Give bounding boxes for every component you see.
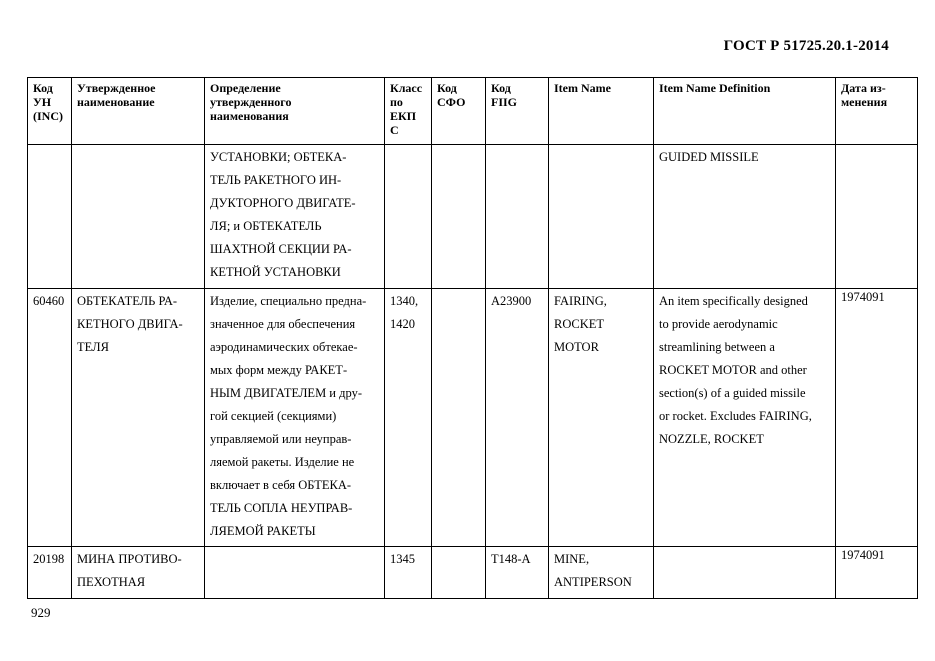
cell-line: утвержденного <box>210 95 292 109</box>
col-header-definition <box>205 78 385 145</box>
cell-ekps-class <box>385 289 432 547</box>
cell-line: ДУКТОРНОГО ДВИГАТЕ- <box>210 196 356 210</box>
cell-line: управляемой или неуправ- <box>210 432 352 446</box>
cell-line: по <box>390 95 403 109</box>
cell-line: значенное для обеспечения <box>210 317 356 331</box>
cell-line: аэродинамических обтекае- <box>210 340 358 354</box>
cell-line: Item Name <box>554 81 611 95</box>
cell-line: Код <box>491 81 511 95</box>
table-row <box>28 289 918 547</box>
cell-line: Код <box>437 81 457 95</box>
cell-line: MINE, <box>554 552 590 566</box>
cell-inc <box>28 289 72 547</box>
cell-item-name-definition <box>654 547 836 599</box>
cell-item-name-definition <box>654 289 836 547</box>
cell-line: ROCKET <box>554 317 604 331</box>
cell-sfo-code <box>432 145 486 289</box>
cell-line: включает в себя ОБТЕКА- <box>210 478 352 492</box>
table-row <box>28 145 918 289</box>
cell-line: Item Name Definition <box>659 81 771 95</box>
cell-line: ANTIPERSON <box>554 575 632 589</box>
cell-line: 60460 <box>33 294 65 308</box>
cell-inc <box>28 145 72 289</box>
cell-change-date <box>836 289 918 547</box>
cell-line: GUIDED MISSILE <box>659 150 759 164</box>
cell-item-name <box>549 145 654 289</box>
cell-approved-name <box>72 289 205 547</box>
cell-line: streamlining between a <box>659 340 775 354</box>
cell-line: A23900 <box>491 294 532 308</box>
col-header-fiig-code <box>486 78 549 145</box>
cell-ekps-class <box>385 145 432 289</box>
cell-line: ЛЯЕМОЙ РАКЕТЫ <box>210 524 316 538</box>
cell-line: 1345 <box>390 552 415 566</box>
cell-line: Определение <box>210 81 281 95</box>
cell-line: FIIG <box>491 95 518 109</box>
cell-line: Дата из- <box>841 81 886 95</box>
cell-line: ЕКП <box>390 109 417 123</box>
cell-line: мых форм между РАКЕТ- <box>210 363 348 377</box>
table-row <box>28 547 918 599</box>
cell-change-date <box>836 145 918 289</box>
table-header-row <box>28 78 918 145</box>
cell-line: An item specifically designed <box>659 294 808 308</box>
page-number: 929 <box>31 605 51 620</box>
cell-line: УН <box>33 95 52 109</box>
cell-line: NOZZLE, ROCKET <box>659 432 764 446</box>
cell-item-name-definition <box>654 145 836 289</box>
cell-line: УСТАНОВКИ; ОБТЕКА- <box>210 150 347 164</box>
cell-line: ЛЯ; и ОБТЕКАТЕЛЬ <box>210 219 322 233</box>
cell-item-name <box>549 547 654 599</box>
col-header-change-date <box>836 78 918 145</box>
cell-line: КЕТНОЙ УСТАНОВКИ <box>210 265 341 279</box>
cell-line: ТЕЛЯ <box>77 340 109 354</box>
cell-fiig-code <box>486 145 549 289</box>
cell-line: ТЕЛЬ СОПЛА НЕУПРАВ- <box>210 501 353 515</box>
cell-line: МИНА ПРОТИВО- <box>77 552 182 566</box>
catalog-table <box>27 77 918 599</box>
cell-line: (INC) <box>33 109 63 123</box>
cell-line: наименования <box>210 109 289 123</box>
cell-line: T148-A <box>491 552 531 566</box>
cell-line: Код <box>33 81 53 95</box>
cell-line: 20198 <box>33 552 65 566</box>
cell-sfo-code <box>432 547 486 599</box>
cell-line: or rocket. Excludes FAIRING, <box>659 409 812 423</box>
col-header-sfo-code <box>432 78 486 145</box>
cell-fiig-code <box>486 547 549 599</box>
cell-line: КЕТНОГО ДВИГА- <box>77 317 183 331</box>
cell-line: Утвержденное <box>77 81 156 95</box>
cell-line: ОБТЕКАТЕЛЬ РА- <box>77 294 178 308</box>
cell-line: НЫМ ДВИГАТЕЛЕМ и дру- <box>210 386 362 400</box>
cell-line: section(s) of a guided missile <box>659 386 806 400</box>
cell-approved-name <box>72 547 205 599</box>
cell-line: 1974091 <box>841 290 885 304</box>
cell-item-name <box>549 289 654 547</box>
cell-line: ПЕХОТНАЯ <box>77 575 146 589</box>
cell-fiig-code <box>486 289 549 547</box>
cell-line: гой секцией (секциями) <box>210 409 337 423</box>
col-header-ekps-class <box>385 78 432 145</box>
cell-line: 1340, <box>390 294 419 308</box>
cell-line: MOTOR <box>554 340 599 354</box>
cell-line: наименование <box>77 95 155 109</box>
cell-line: ШАХТНОЙ СЕКЦИИ РА- <box>210 242 352 256</box>
col-header-item-name <box>549 78 654 145</box>
col-header-approved-name <box>72 78 205 145</box>
cell-line: СФО <box>437 95 466 109</box>
cell-line: to provide aerodynamic <box>659 317 778 331</box>
cell-line: С <box>390 123 399 137</box>
cell-line: 1974091 <box>841 548 885 562</box>
cell-line: ROCKET MOTOR and other <box>659 363 807 377</box>
cell-definition <box>205 547 385 599</box>
cell-inc <box>28 547 72 599</box>
col-header-inc <box>28 78 72 145</box>
cell-definition <box>205 145 385 289</box>
cell-line: 1420 <box>390 317 415 331</box>
cell-line: ляемой ракеты. Изделие не <box>210 455 355 469</box>
cell-line: Изделие, специально предна- <box>210 294 367 308</box>
cell-line: Класс <box>390 81 423 95</box>
cell-line: ТЕЛЬ РАКЕТНОГО ИН- <box>210 173 342 187</box>
cell-ekps-class <box>385 547 432 599</box>
cell-sfo-code <box>432 289 486 547</box>
document-title: ГОСТ Р 51725.20.1-2014 <box>723 38 889 54</box>
cell-line: FAIRING, <box>554 294 607 308</box>
cell-change-date <box>836 547 918 599</box>
cell-approved-name <box>72 145 205 289</box>
col-header-item-name-definition <box>654 78 836 145</box>
cell-definition <box>205 289 385 547</box>
cell-line: менения <box>841 95 888 109</box>
